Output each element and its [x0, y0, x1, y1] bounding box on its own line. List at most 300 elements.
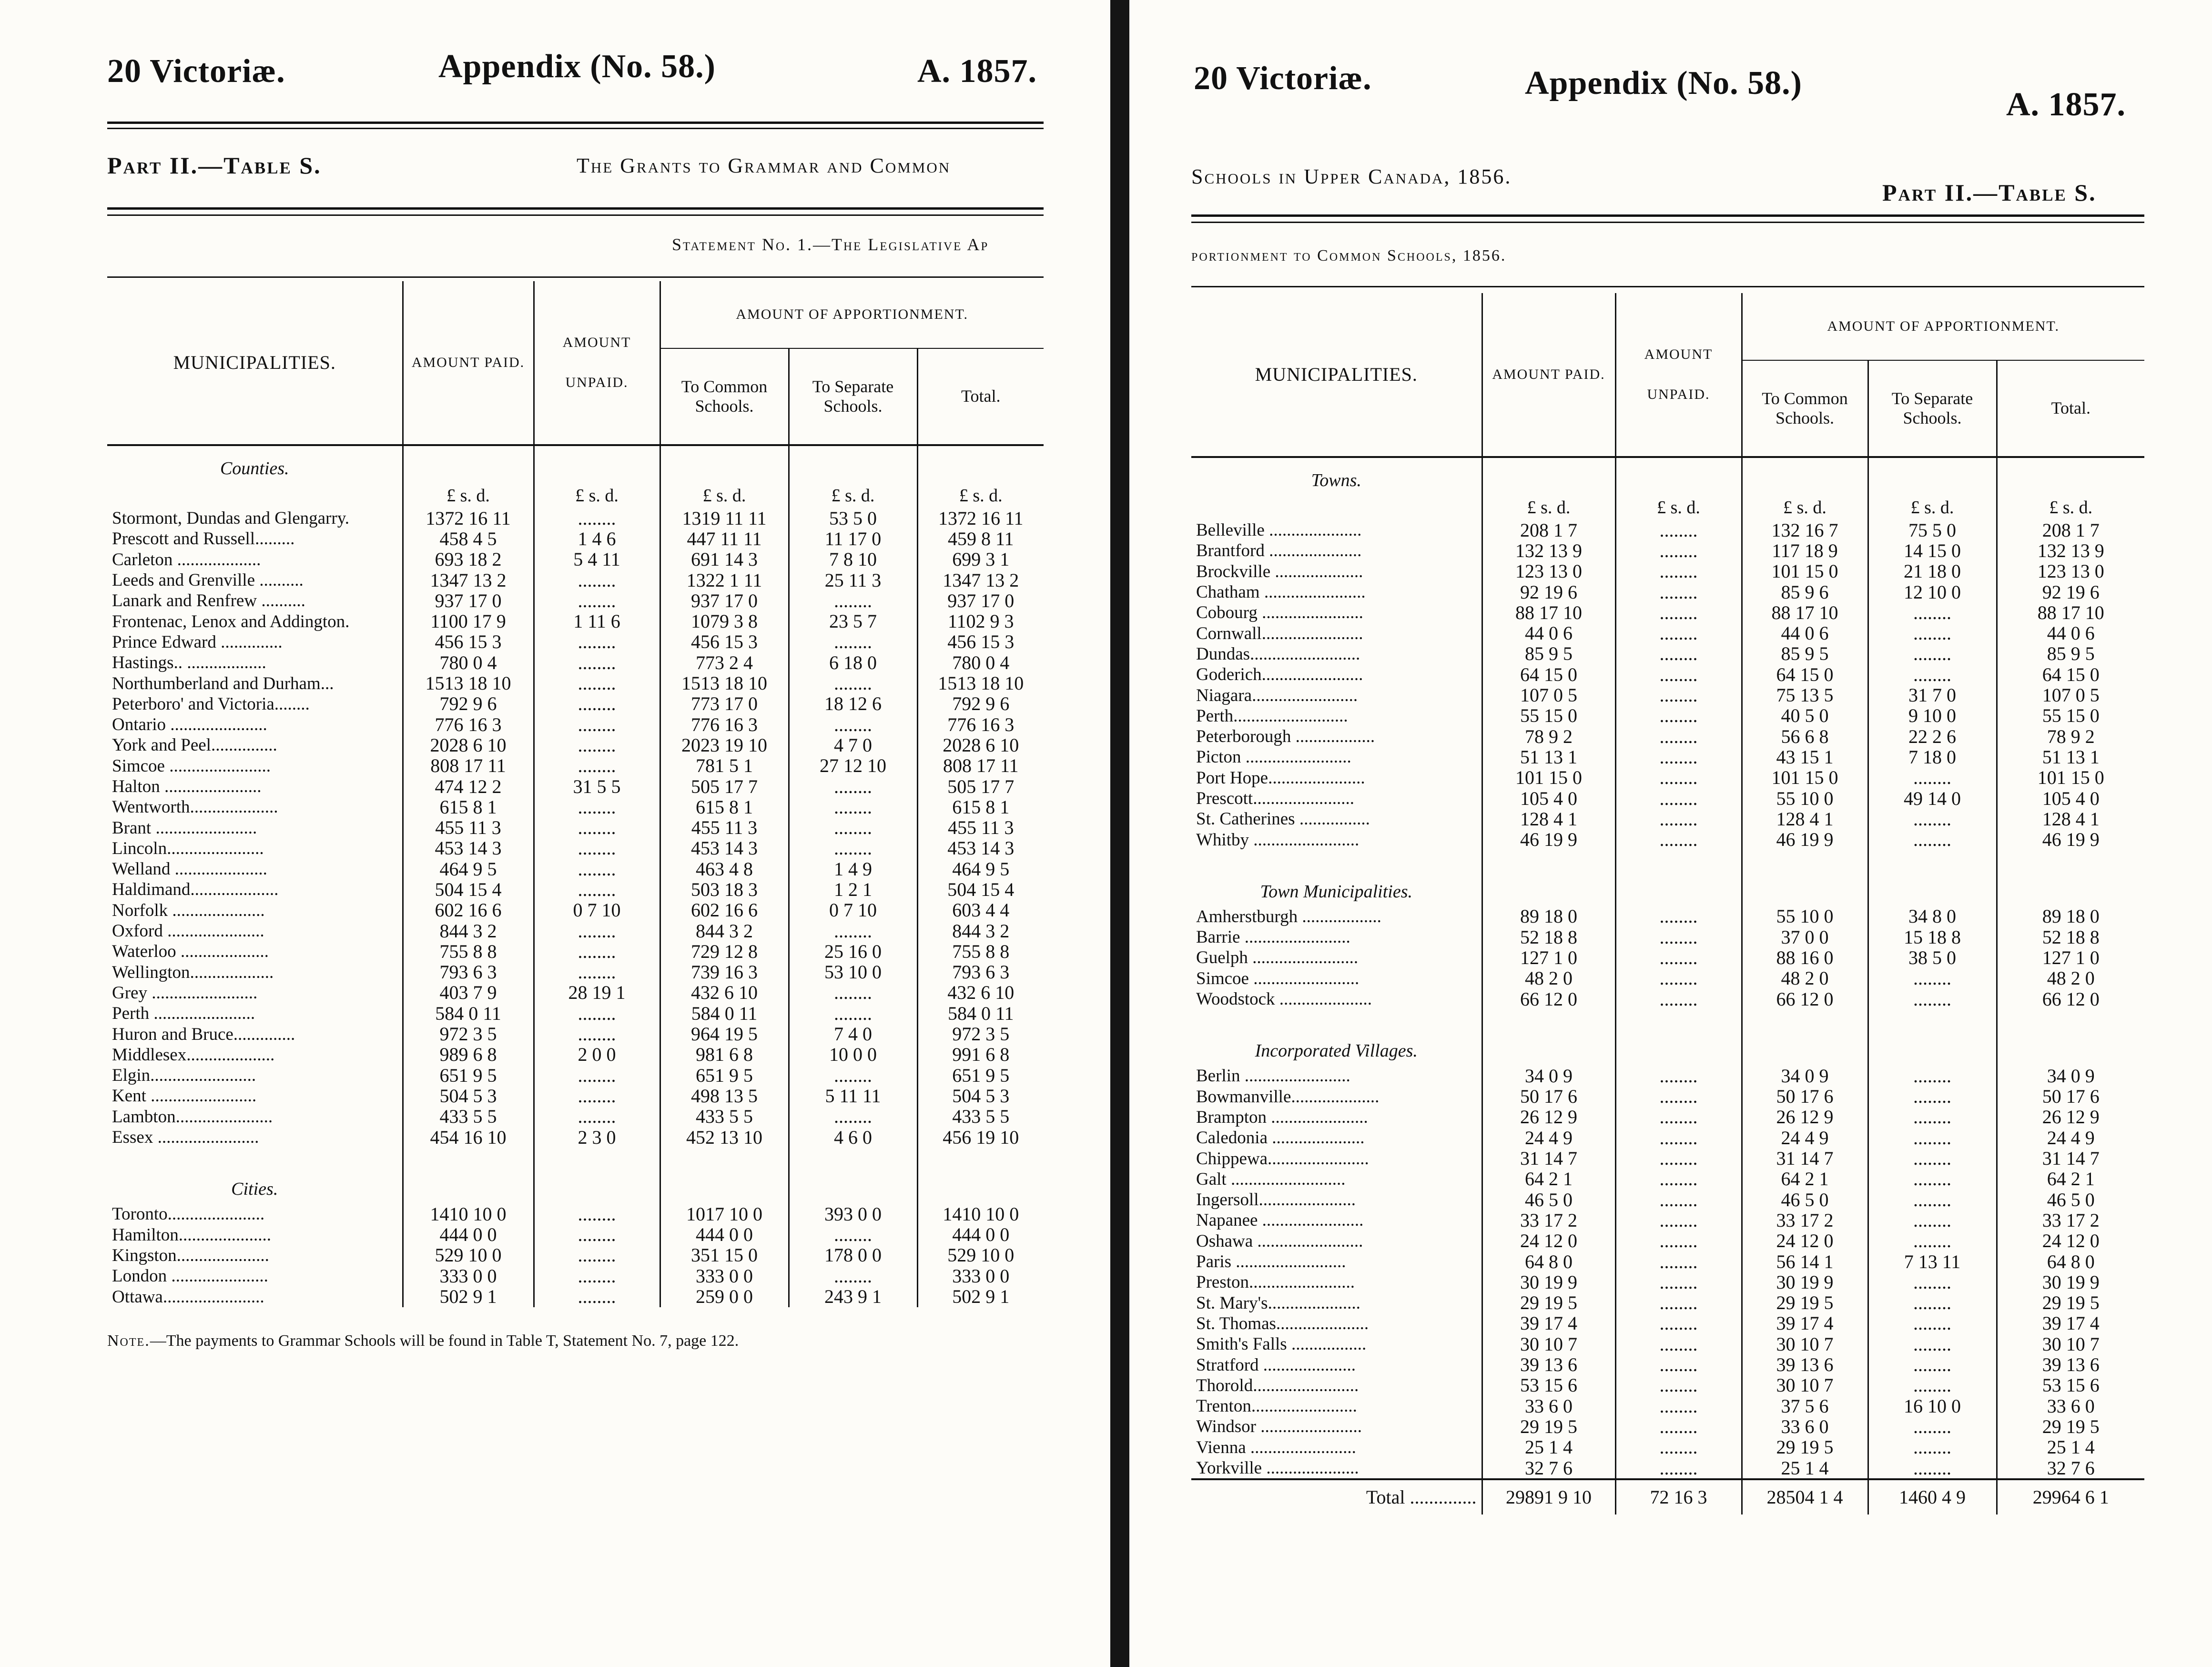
common-schools: 781 5 1 — [660, 756, 789, 776]
year-header: A. 1857. — [917, 53, 1037, 90]
col-municipalities: MUNICIPALITIES. — [1191, 293, 1482, 457]
common-schools: 432 6 10 — [660, 983, 789, 1003]
amount-paid: 456 15 3 — [403, 632, 534, 652]
table-row — [1191, 809, 2144, 829]
common-schools: 25 1 4 — [1742, 1458, 1868, 1479]
section-gap — [107, 1148, 1044, 1167]
common-schools: 46 5 0 — [1742, 1189, 1868, 1210]
common-schools: 1319 11 11 — [660, 508, 789, 529]
amount-paid: 808 17 11 — [403, 756, 534, 776]
table-row — [107, 1225, 1044, 1245]
section-spacer — [1742, 869, 1868, 906]
amount-paid: 458 4 5 — [403, 529, 534, 549]
session-header: 20 Victoriæ. — [107, 53, 285, 90]
separate-schools: ........ — [1868, 1087, 1997, 1107]
common-schools: 844 3 2 — [660, 921, 789, 941]
common-schools: 56 14 1 — [1742, 1251, 1868, 1272]
amount-unpaid: ........ — [1615, 1272, 1742, 1292]
amount-unpaid: ........ — [1615, 788, 1742, 809]
amount-paid: 454 16 10 — [403, 1127, 534, 1148]
amount-unpaid: ........ — [534, 859, 660, 879]
common-schools: 452 13 10 — [660, 1127, 789, 1148]
table-row — [1191, 1396, 2144, 1416]
amount-unpaid: ........ — [1615, 927, 1742, 947]
municipality-name: Grey ........................ — [112, 983, 258, 1003]
section-spacer — [1868, 869, 1997, 906]
amount-unpaid: ........ — [1615, 768, 1742, 788]
common-schools: 24 4 9 — [1742, 1128, 1868, 1148]
municipality-name: Brampton ...................... — [1196, 1107, 1368, 1127]
table-row — [107, 817, 1044, 838]
col-amount-unpaid — [1615, 293, 1742, 457]
apportionment-table-left — [107, 281, 1044, 1307]
amount-paid: 504 15 4 — [403, 879, 534, 900]
amount-paid: 24 12 0 — [1482, 1231, 1615, 1251]
total-apportionment: 32 7 6 — [1997, 1458, 2144, 1479]
municipality-name: Picton ........................ — [1196, 747, 1351, 767]
section-heading-row — [107, 1167, 1044, 1204]
separate-schools: ........ — [1868, 1169, 1997, 1189]
separate-schools: ........ — [1868, 1416, 1997, 1437]
separate-schools: 7 18 0 — [1868, 747, 1997, 767]
gap-cell — [1868, 850, 1997, 869]
total-apportionment: 584 0 11 — [917, 1003, 1044, 1024]
separate-schools: ........ — [1868, 968, 1997, 989]
total-apportionment: 699 3 1 — [917, 549, 1044, 570]
amount-unpaid: ........ — [534, 673, 660, 693]
amount-unpaid: ........ — [1615, 947, 1742, 968]
table-row — [1191, 906, 2144, 927]
table-row — [1191, 829, 2144, 850]
gap-cell — [1482, 850, 1615, 869]
municipality-name: Paris ......................... — [1196, 1252, 1346, 1272]
municipality-name: Goderich....................... — [1196, 665, 1363, 685]
municipality-name: London ...................... — [112, 1266, 268, 1286]
table-row — [1191, 947, 2144, 968]
common-schools: 456 15 3 — [660, 632, 789, 652]
table-row — [1191, 1458, 2144, 1479]
amount-paid: 25 1 4 — [1482, 1437, 1615, 1458]
municipality-name: Hastings.. .................. — [112, 653, 266, 673]
amount-paid: 88 17 10 — [1482, 602, 1615, 623]
amount-unpaid: ........ — [1615, 968, 1742, 989]
section-title: Counties. — [220, 458, 289, 478]
total-row — [1191, 1479, 2144, 1515]
table-row — [107, 1107, 1044, 1127]
col-amount-unpaid-line2: UNPAID. — [565, 375, 629, 390]
common-schools: 1322 1 11 — [660, 570, 789, 590]
common-schools: 101 15 0 — [1742, 561, 1868, 582]
municipality-name: Guelph ........................ — [1196, 948, 1359, 968]
footnote-lead: Note. — [107, 1332, 150, 1350]
table-row — [1191, 1066, 2144, 1086]
amount-unpaid: ........ — [1615, 906, 1742, 927]
amount-unpaid: ........ — [534, 1003, 660, 1024]
section-spacer — [1482, 457, 1615, 495]
amount-paid: 39 13 6 — [1482, 1354, 1615, 1375]
total-apportionment: 755 8 8 — [917, 941, 1044, 962]
total-apportionment: 85 9 5 — [1997, 644, 2144, 664]
total-common-schools: 28504 1 4 — [1742, 1479, 1868, 1515]
amount-paid: 1410 10 0 — [403, 1204, 534, 1224]
municipality-name: Galt .......................... — [1196, 1169, 1346, 1189]
separate-schools: ........ — [789, 1003, 917, 1024]
total-apportionment: 456 15 3 — [917, 632, 1044, 652]
separate-schools: 23 5 7 — [789, 611, 917, 631]
table-row — [107, 1065, 1044, 1086]
total-apportionment: 808 17 11 — [917, 756, 1044, 776]
table-row — [1191, 561, 2144, 582]
amount-unpaid: ........ — [1615, 1437, 1742, 1458]
common-schools: 44 0 6 — [1742, 623, 1868, 643]
units-spacer — [107, 483, 403, 508]
amount-unpaid: ........ — [534, 1065, 660, 1086]
total-apportionment: 780 0 4 — [917, 652, 1044, 673]
total-apportionment: 529 10 0 — [917, 1245, 1044, 1266]
amount-paid: 529 10 0 — [403, 1245, 534, 1266]
amount-paid: 46 5 0 — [1482, 1189, 1615, 1210]
section-spacer — [534, 445, 660, 483]
amount-paid: 464 9 5 — [403, 859, 534, 879]
table-row — [1191, 1272, 2144, 1292]
total-label: Total .............. — [1191, 1479, 1482, 1515]
section-spacer — [1482, 1028, 1615, 1066]
col-apportionment: AMOUNT OF APPORTIONMENT. — [660, 281, 1044, 348]
section-spacer — [789, 1167, 917, 1204]
common-schools: 351 15 0 — [660, 1245, 789, 1266]
amount-paid: 132 13 9 — [1482, 540, 1615, 561]
separate-schools: 7 8 10 — [789, 549, 917, 570]
statement-title: Statement No. 1.—The Legislative Ap — [672, 235, 989, 254]
table-row — [1191, 927, 2144, 947]
common-schools: 33 17 2 — [1742, 1210, 1868, 1230]
amount-paid: 33 6 0 — [1482, 1396, 1615, 1416]
amount-unpaid: ........ — [534, 590, 660, 611]
common-schools: 691 14 3 — [660, 549, 789, 570]
section-gap — [1191, 1009, 2144, 1028]
amount-paid: 972 3 5 — [403, 1024, 534, 1044]
total-apportionment: 101 15 0 — [1997, 768, 2144, 788]
common-schools: 48 2 0 — [1742, 968, 1868, 989]
common-schools: 88 16 0 — [1742, 947, 1868, 968]
gap-cell — [403, 1148, 534, 1167]
amount-paid: 792 9 6 — [403, 694, 534, 714]
amount-paid: 780 0 4 — [403, 652, 534, 673]
municipality-name: Prince Edward .............. — [112, 632, 283, 652]
amount-paid: 64 15 0 — [1482, 664, 1615, 685]
amount-unpaid: ........ — [1615, 582, 1742, 602]
separate-schools: 1 4 9 — [789, 859, 917, 879]
gap-cell — [107, 1148, 403, 1167]
table-row — [107, 921, 1044, 941]
municipality-name: Chatham ....................... — [1196, 582, 1366, 602]
total-apportionment: 453 14 3 — [917, 838, 1044, 859]
gap-cell — [1615, 1009, 1742, 1028]
section-spacer — [1997, 1028, 2144, 1066]
col-amount-paid: AMOUNT PAID. — [403, 281, 534, 445]
amount-paid: 44 0 6 — [1482, 623, 1615, 643]
amount-unpaid: 28 19 1 — [534, 983, 660, 1003]
common-schools: 117 18 9 — [1742, 540, 1868, 561]
common-schools: 259 0 0 — [660, 1286, 789, 1307]
common-schools: 739 16 3 — [660, 962, 789, 983]
common-schools: 31 14 7 — [1742, 1148, 1868, 1169]
amount-paid: 844 3 2 — [403, 921, 534, 941]
table-row — [107, 1245, 1044, 1266]
total-apportionment: 33 6 0 — [1997, 1396, 2144, 1416]
municipality-name: Chippewa....................... — [1196, 1149, 1369, 1169]
amount-unpaid: ........ — [1615, 1396, 1742, 1416]
table-row — [107, 632, 1044, 652]
separate-schools: 25 11 3 — [789, 570, 917, 590]
amount-paid: 474 12 2 — [403, 776, 534, 797]
amount-unpaid: ........ — [534, 756, 660, 776]
common-schools: 2023 19 10 — [660, 735, 789, 755]
municipality-name: Belleville ..................... — [1196, 520, 1362, 540]
table-row — [107, 962, 1044, 983]
table-row — [1191, 520, 2144, 540]
amount-unpaid: ........ — [534, 632, 660, 652]
common-schools: 132 16 7 — [1742, 520, 1868, 540]
municipality-name: Middlesex.................... — [112, 1045, 275, 1065]
total-apportionment: 937 17 0 — [917, 590, 1044, 611]
separate-schools: ........ — [1868, 829, 1997, 850]
total-apportionment: 39 17 4 — [1997, 1313, 2144, 1334]
amount-paid: 502 9 1 — [403, 1286, 534, 1307]
total-apportionment: 455 11 3 — [917, 817, 1044, 838]
total-apportionment: 972 3 5 — [917, 1024, 1044, 1044]
table-row — [107, 508, 1044, 529]
table-row — [107, 900, 1044, 921]
total-apportionment: 34 0 9 — [1997, 1066, 2144, 1086]
separate-schools: ........ — [789, 632, 917, 652]
common-schools: 447 11 11 — [660, 529, 789, 549]
total-apportionment: 39 13 6 — [1997, 1354, 2144, 1375]
amount-paid: 793 6 3 — [403, 962, 534, 983]
section-spacer — [1615, 1028, 1742, 1066]
table-row — [107, 983, 1044, 1003]
common-schools: 37 5 6 — [1742, 1396, 1868, 1416]
separate-schools: ........ — [1868, 1231, 1997, 1251]
gap-cell — [1742, 1009, 1868, 1028]
common-schools: 463 4 8 — [660, 859, 789, 879]
table-row — [107, 549, 1044, 570]
table-row — [1191, 540, 2144, 561]
table-row — [107, 859, 1044, 879]
amount-paid: 24 4 9 — [1482, 1128, 1615, 1148]
section-spacer — [1742, 1028, 1868, 1066]
separate-schools: 0 7 10 — [789, 900, 917, 921]
total-amount-paid: 29891 9 10 — [1482, 1479, 1615, 1515]
total-apportionment: 52 18 8 — [1997, 927, 2144, 947]
amount-paid: 333 0 0 — [403, 1266, 534, 1286]
table-row — [1191, 1437, 2144, 1458]
units-label: £ s. d. — [660, 483, 789, 508]
amount-paid: 776 16 3 — [403, 714, 534, 735]
amount-unpaid: ........ — [1615, 685, 1742, 705]
common-schools: 34 0 9 — [1742, 1066, 1868, 1086]
amount-unpaid: ........ — [534, 1204, 660, 1224]
amount-paid: 52 18 8 — [1482, 927, 1615, 947]
table-row — [107, 879, 1044, 900]
common-schools: 24 12 0 — [1742, 1231, 1868, 1251]
amount-unpaid: ........ — [1615, 726, 1742, 747]
amount-unpaid: ........ — [1615, 540, 1742, 561]
common-schools: 1079 3 8 — [660, 611, 789, 631]
municipality-name: Perth.......................... — [1196, 706, 1348, 726]
municipality-name: Wentworth.................... — [112, 797, 278, 817]
section-heading-row — [1191, 1028, 2144, 1066]
total-apportionment: 30 19 9 — [1997, 1272, 2144, 1292]
municipality-name: Preston........................ — [1196, 1272, 1355, 1292]
amount-paid: 455 11 3 — [403, 817, 534, 838]
table-row — [107, 1086, 1044, 1106]
separate-schools: ........ — [1868, 809, 1997, 829]
separate-schools: ........ — [789, 776, 917, 797]
section-spacer — [403, 445, 534, 483]
appendix-header: Appendix (No. 58.) — [1525, 65, 1802, 102]
total-apportionment: 46 5 0 — [1997, 1189, 2144, 1210]
separate-schools: 25 16 0 — [789, 941, 917, 962]
amount-unpaid: ........ — [1615, 1210, 1742, 1230]
municipality-name: St. Thomas..................... — [1196, 1313, 1369, 1333]
amount-unpaid: 1 11 6 — [534, 611, 660, 631]
total-apportionment: 1513 18 10 — [917, 673, 1044, 693]
common-schools: 505 17 7 — [660, 776, 789, 797]
municipality-name: Oshawa ........................ — [1196, 1231, 1363, 1251]
table-row — [1191, 1148, 2144, 1169]
amount-unpaid: ........ — [1615, 747, 1742, 767]
amount-paid: 453 14 3 — [403, 838, 534, 859]
common-schools: 1017 10 0 — [660, 1204, 789, 1224]
municipality-name: Ontario ...................... — [112, 715, 267, 735]
grand-total: 29964 6 1 — [1997, 1479, 2144, 1515]
table-row — [107, 1003, 1044, 1024]
common-schools: 40 5 0 — [1742, 706, 1868, 726]
table-row — [1191, 685, 2144, 705]
common-schools: 333 0 0 — [660, 1266, 789, 1286]
amount-paid: 32 7 6 — [1482, 1458, 1615, 1479]
table-row — [107, 1266, 1044, 1286]
gap-cell — [534, 1148, 660, 1167]
common-schools: 651 9 5 — [660, 1065, 789, 1086]
amount-unpaid: 2 3 0 — [534, 1127, 660, 1148]
municipality-name: Norfolk ..................... — [112, 900, 265, 920]
amount-unpaid: ........ — [1615, 1128, 1742, 1148]
total-apportionment: 24 4 9 — [1997, 1128, 2144, 1148]
total-apportionment: 1102 9 3 — [917, 611, 1044, 631]
municipality-name: Prescott and Russell......... — [112, 529, 295, 549]
amount-paid: 504 5 3 — [403, 1086, 534, 1106]
municipality-name: Whitby ........................ — [1196, 830, 1360, 850]
amount-unpaid: 1 4 6 — [534, 529, 660, 549]
common-schools: 85 9 6 — [1742, 582, 1868, 602]
separate-schools: ........ — [1868, 768, 1997, 788]
municipality-name: Kent ........................ — [112, 1086, 257, 1106]
separate-schools: ........ — [789, 838, 917, 859]
total-amount-unpaid: 72 16 3 — [1615, 1479, 1742, 1515]
municipality-name: Brockville .................... — [1196, 561, 1363, 581]
separate-schools: 49 14 0 — [1868, 788, 1997, 809]
section-spacer — [660, 445, 789, 483]
gap-cell — [1742, 850, 1868, 869]
amount-unpaid: ........ — [534, 1245, 660, 1266]
common-schools: 776 16 3 — [660, 714, 789, 735]
right-page — [1129, 0, 2212, 1667]
amount-unpaid: ........ — [534, 570, 660, 590]
units-spacer — [1191, 495, 1482, 520]
municipality-name: Carleton ................... — [112, 549, 261, 569]
municipality-name: Hamilton..................... — [112, 1225, 272, 1245]
total-apportionment: 1372 16 11 — [917, 508, 1044, 529]
table-row — [1191, 1334, 2144, 1354]
common-schools: 773 2 4 — [660, 652, 789, 673]
municipality-name: Oxford ...................... — [112, 921, 264, 941]
separate-schools: ........ — [1868, 989, 1997, 1009]
separate-schools: ........ — [789, 1266, 917, 1286]
separate-schools: ........ — [1868, 1437, 1997, 1458]
page-gutter — [1110, 0, 1129, 1667]
header-rule — [107, 122, 1044, 124]
amount-paid: 55 15 0 — [1482, 706, 1615, 726]
separate-schools: ........ — [1868, 602, 1997, 623]
gap-cell — [1615, 850, 1742, 869]
col-municipalities: MUNICIPALITIES. — [107, 281, 403, 445]
separate-schools: ........ — [789, 983, 917, 1003]
units-row — [107, 483, 1044, 508]
units-label: £ s. d. — [1868, 495, 1997, 520]
amount-paid: 2028 6 10 — [403, 735, 534, 755]
amount-unpaid: ........ — [1615, 1189, 1742, 1210]
amount-unpaid: ........ — [1615, 706, 1742, 726]
total-apportionment: 29 19 5 — [1997, 1416, 2144, 1437]
municipality-name: Woodstock ..................... — [1196, 989, 1372, 1009]
total-apportionment: 64 2 1 — [1997, 1169, 2144, 1189]
common-schools: 455 11 3 — [660, 817, 789, 838]
common-schools: 29 19 5 — [1742, 1437, 1868, 1458]
municipality-name: Ottawa....................... — [112, 1287, 264, 1307]
municipality-name: Niagara........................ — [1196, 685, 1358, 705]
total-apportionment: 24 12 0 — [1997, 1231, 2144, 1251]
total-apportionment: 64 15 0 — [1997, 664, 2144, 685]
municipality-name: Prescott....................... — [1196, 789, 1354, 808]
running-title: The Grants to Grammar and Common — [577, 154, 951, 177]
total-apportionment: 651 9 5 — [917, 1065, 1044, 1086]
amount-unpaid: ........ — [1615, 1148, 1742, 1169]
total-apportionment: 105 4 0 — [1997, 788, 2144, 809]
municipality-name: St. Mary's..................... — [1196, 1293, 1360, 1313]
units-label: £ s. d. — [1742, 495, 1868, 520]
table-row — [107, 673, 1044, 693]
amount-paid: 26 12 9 — [1482, 1107, 1615, 1128]
amount-paid: 29 19 5 — [1482, 1416, 1615, 1437]
total-apportionment: 128 4 1 — [1997, 809, 2144, 829]
total-apportionment: 504 5 3 — [917, 1086, 1044, 1106]
municipality-name: Toronto...................... — [112, 1204, 265, 1224]
amount-paid: 30 19 9 — [1482, 1272, 1615, 1292]
separate-schools: ........ — [789, 714, 917, 735]
total-apportionment: 208 1 7 — [1997, 520, 2144, 540]
municipality-name: Yorkville ..................... — [1196, 1458, 1359, 1478]
section-spacer — [660, 1167, 789, 1204]
right-table-body — [1191, 457, 2144, 1515]
amount-paid: 30 10 7 — [1482, 1334, 1615, 1354]
amount-paid: 78 9 2 — [1482, 726, 1615, 747]
amount-unpaid: ........ — [1615, 1416, 1742, 1437]
common-schools: 981 6 8 — [660, 1045, 789, 1065]
amount-unpaid: ........ — [1615, 644, 1742, 664]
total-apportionment: 776 16 3 — [917, 714, 1044, 735]
